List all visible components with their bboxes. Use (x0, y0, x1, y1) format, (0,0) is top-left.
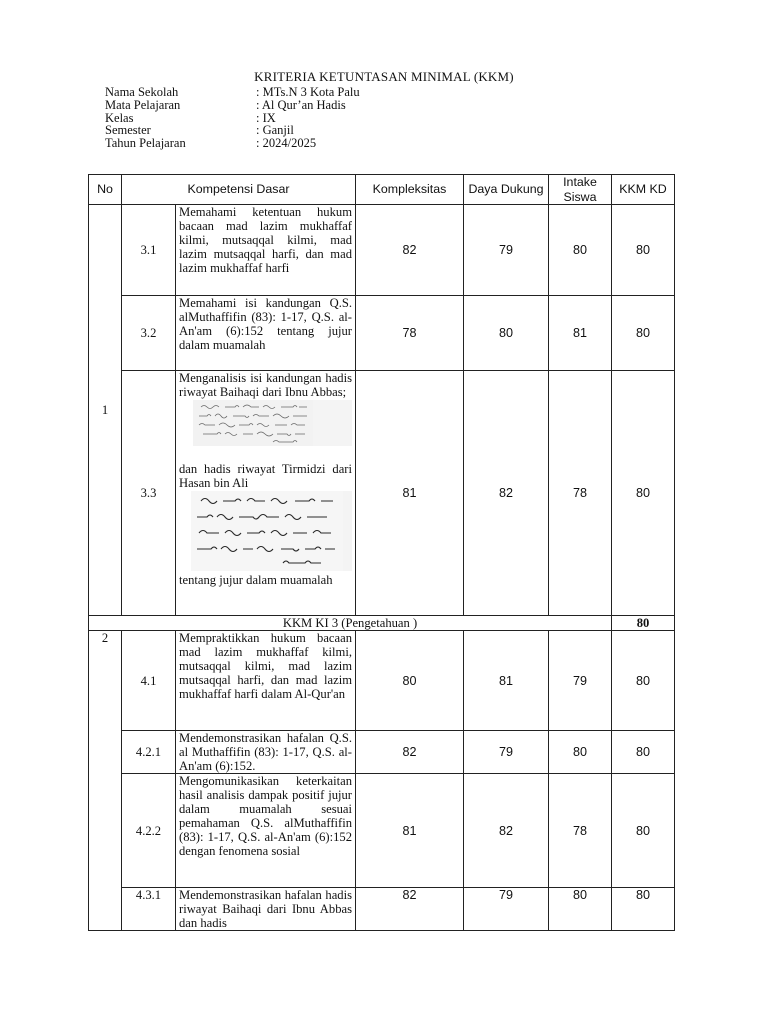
kd-text: Memahami ketentuan hukum bacaan mad lazim mukhaffaf kilmi, mutsaqqal kilmi, mad lazim mutsaqqal harfi, dan mad lazim mukhaffaf harfi (176, 205, 356, 296)
info-value: : 2024/2025 (256, 136, 317, 151)
table-row (89, 731, 675, 774)
header-daya-dukung: Daya Dukung (464, 175, 549, 205)
kd-text: Memahami isi kandungan Q.S. alMuthaffifin (83): 1-17, Q.S. al-An'am (6):152 tentang jujur dalam muamalah (176, 296, 356, 371)
row-number: 1 (89, 205, 122, 616)
intake-value: 81 (549, 296, 612, 371)
table-row (89, 205, 675, 296)
kd-cell-with-hadith (176, 371, 356, 616)
kd-code: 4.2.2 (122, 774, 176, 888)
kd-text: dan hadis riwayat Tirmidzi dari Hasan bin Ali (179, 462, 352, 490)
kompleksitas-value: 78 (356, 296, 464, 371)
table-row (89, 774, 675, 888)
kd-text: tentang jujur dalam muamalah (179, 573, 333, 587)
daya-dukung-value: 79 (464, 888, 549, 931)
info-row-year (105, 137, 360, 150)
info-label: Nama Sekolah (105, 85, 179, 99)
table-row (89, 631, 675, 731)
kd-text: Mengomunikasikan keterkaitan hasil analisis dampak positif jujur dalam muamalah sesuai pemahaman Q.S. alMuthaffifin (83): 1-17, Q.S. al-An'am (6):152 dengan fenomena sosial (176, 774, 356, 888)
kd-code: 4.3.1 (122, 888, 176, 931)
kd-text: Mempraktikkan hukum bacaan mad lazim mukhaffaf kilmi, mutsaqqal kilmi, mad lazim mutsaqqal harfi, dan mad lazim mukhaffaf harfi dalam Al-Qur'an (176, 631, 356, 731)
header-kompetensi-dasar: Kompetensi Dasar (122, 175, 356, 205)
arabic-hadith-image (191, 491, 352, 571)
summary-row (89, 616, 675, 631)
kompleksitas-value: 82 (356, 731, 464, 774)
spacer (179, 448, 352, 462)
kd-code: 4.2.1 (122, 731, 176, 774)
kd-code: 3.1 (122, 205, 176, 296)
intake-value: 80 (549, 888, 612, 931)
kd-text: Mendemonstrasikan hafalan Q.S. al Muthaffifin (83): 1-17, Q.S. al-An'am (6):152. (176, 731, 356, 774)
info-value: : IX (256, 110, 276, 125)
info-value: : Al Qur’an Hadis (256, 97, 346, 112)
daya-dukung-value: 80 (464, 296, 549, 371)
arabic-hadith-image (193, 400, 352, 446)
kkm-value: 80 (612, 371, 675, 616)
daya-dukung-value: 79 (464, 731, 549, 774)
intake-value: 79 (549, 631, 612, 731)
daya-dukung-value: 81 (464, 631, 549, 731)
table-row (89, 296, 675, 371)
info-value: : Ganjil (256, 123, 294, 138)
intake-value: 80 (549, 205, 612, 296)
kkm-value: 80 (612, 774, 675, 888)
intake-value: 80 (549, 731, 612, 774)
header-kkm-kd: KKM KD (612, 175, 675, 205)
info-label: Kelas (105, 110, 134, 125)
kkm-value: 80 (612, 296, 675, 371)
kkm-value: 80 (612, 731, 675, 774)
table-row (89, 888, 675, 931)
kd-code: 3.2 (122, 296, 176, 371)
info-label: Mata Pelajaran (105, 97, 181, 112)
table-header-row (89, 175, 675, 205)
kkm-value: 80 (612, 631, 675, 731)
daya-dukung-value: 79 (464, 205, 549, 296)
info-row-school (105, 86, 360, 99)
kompleksitas-value: 80 (356, 631, 464, 731)
row-number: 2 (89, 631, 122, 931)
kompleksitas-value: 81 (356, 371, 464, 616)
header-no: No (89, 175, 122, 205)
info-value: : MTs.N 3 Kota Palu (256, 85, 360, 99)
document-info (105, 86, 360, 150)
header-intake-siswa: Intake Siswa (549, 175, 612, 205)
header-kompleksitas: Kompleksitas (356, 175, 464, 205)
kd-text: Menganalisis isi kandungan hadis riwayat Baihaqi dari Ibnu Abbas; (179, 371, 352, 399)
kompleksitas-value: 82 (356, 888, 464, 931)
summary-value: 80 (612, 616, 675, 631)
table-row (89, 371, 675, 616)
intake-value: 78 (549, 371, 612, 616)
page-title: KRITERIA KETUNTASAN MINIMAL (KKM) (254, 69, 514, 84)
info-label: Tahun Pelajaran (105, 136, 186, 151)
kkm-table (88, 174, 675, 931)
kompleksitas-value: 81 (356, 774, 464, 888)
info-row-subject (105, 99, 360, 112)
kompleksitas-value: 82 (356, 205, 464, 296)
kkm-value: 80 (612, 205, 675, 296)
daya-dukung-value: 82 (464, 774, 549, 888)
kd-text: Mendemonstrasikan hafalan hadis riwayat Baihaqi dari Ibnu Abbas dan hadis (176, 888, 356, 931)
kd-code: 3.3 (122, 371, 176, 616)
kd-code: 4.1 (122, 631, 176, 731)
kkm-value: 80 (612, 888, 675, 931)
daya-dukung-value: 82 (464, 371, 549, 616)
info-label: Semester (105, 123, 151, 138)
summary-label: KKM KI 3 (Pengetahuan ) (89, 616, 612, 631)
intake-value: 78 (549, 774, 612, 888)
